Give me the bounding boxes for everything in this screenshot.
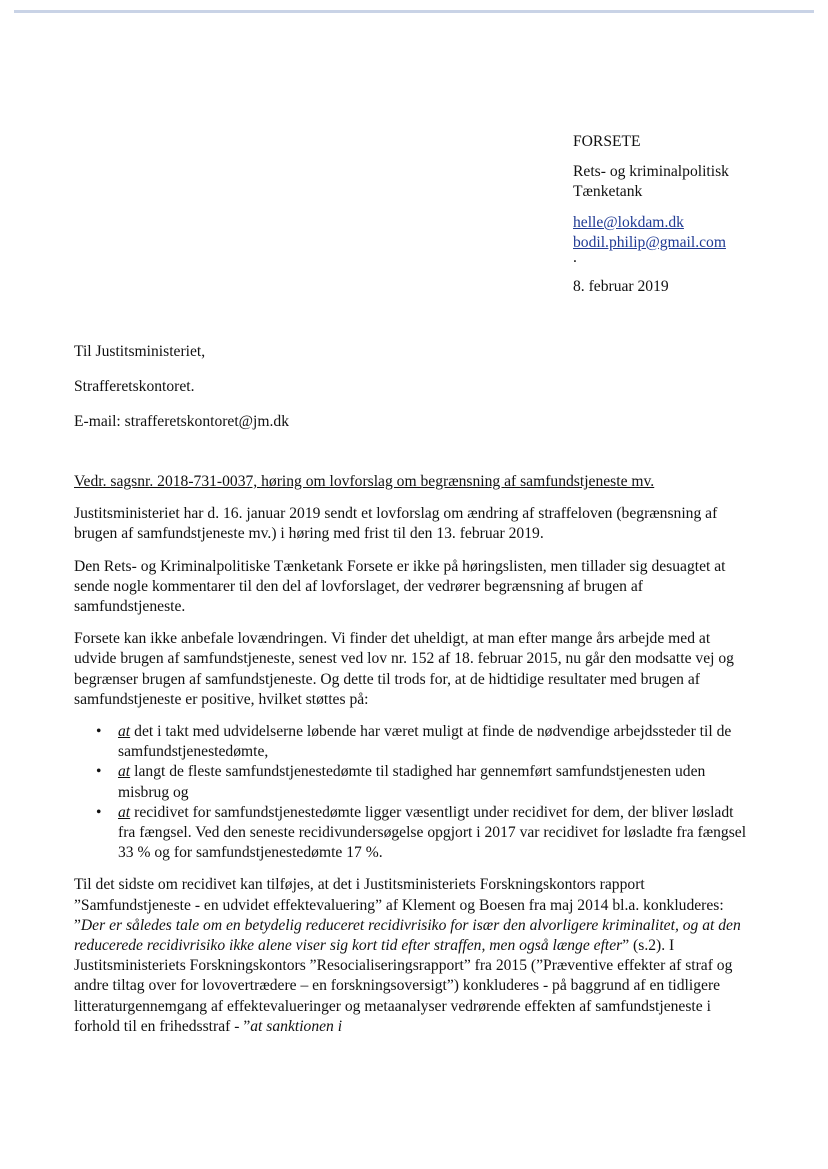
email-link-bodil[interactable]: bodil.philip@gmail.com [573,234,726,251]
sender-desc-line2: Tænketank [573,183,643,200]
paragraph-3: Forsete kan ikke anbefale lovændringen. Vi finder det uheldigt, at man efter mange års arbejde med at udvide brugen af samfundstjeneste, senest ved lov nr. 152 af 18. februar 2015, nu går den modsatte vej og begrænser brugen af samfundstjeneste. Og dette til trods for, at de hidtidige resultater med brugen af samfundstjeneste er positive, hvilket støttes på: [74,630,734,708]
email-link-helle[interactable]: helle@lokdam.dk [573,214,684,231]
bullet-at: at [118,763,131,781]
bullet-at: at [118,803,131,821]
recipient-line2: Strafferetskontoret. [74,378,195,395]
paragraph-4-quote-1: Der er således tale om en betydelig reduceret recidivrisiko for især den alvorligere kriminalitet, og at den reducerede recidivrisiko ikke alene viser sig kort tid efter straffen, men også længe efter [74,916,741,955]
letter-body [74,472,754,1049]
paragraph-4-part-a: Til det sidste om recidivet kan tilføjes, at det i Justitsministeriets Forskningskontors rapport ”Samfundstjeneste - en udvidet effektevaluering” af Klement og Boesen fra maj 2014 bl.a. konkluderes: ” [74,876,724,934]
paragraph-4-quote-2: at sanktionen i [250,1017,343,1035]
recipient-block [74,342,289,447]
sender-org: FORSETE [573,133,641,150]
bullet-icon: • [96,763,102,781]
sender-block [573,132,729,297]
bullet-text: recidivet for samfundstjenestedømte ligger væsentligt under recidivet for dem, der bliver løsladt fra fængsel. Ved den seneste recidivundersøgelse opgjort i 2017 var recidivet for løsladte fra fængsel 33 % og for samfundstjenestedømte 17 %. [118,803,747,862]
letter-date: 8. februar 2019 [573,278,669,295]
paragraph-1: Justitsministeriet har d. 16. januar 2019 sendt et lovforslag om ændring af straffeloven (begrænsning af brugen af samfundstjeneste mv.) i høring med frist til den 13. februar 2019. [74,505,718,543]
bullet-item [74,722,754,762]
paragraph-4 [74,875,754,1037]
bullet-item [74,762,754,802]
bullet-icon: • [96,803,102,821]
bullet-list [74,722,754,863]
bullet-text: det i takt med udvidelserne løbende har været muligt at finde de nødvendige arbejdssteder til de samfundstjenestedømte, [118,723,732,761]
paragraph-4-part-c: ” (s.2). I Justitsministeriets Forskningskontors ”Resocialiseringsrapport” fra 2015 (”Præventive effekter af straf og andre tiltag over for lovovertrædere – en forskningsoversigt”) konkluderes - på baggrund af en tidligere litteraturgennemgang af effektevalueringer og metaanalyser vedrørende effekten af samfundstjeneste i forhold til en frihedsstraf - ” [74,937,733,1035]
recipient-line1: Til Justitsministeriet, [74,343,206,360]
bullet-at: at [118,723,131,741]
bullet-item [74,803,754,864]
sender-desc-line1: Rets- og kriminalpolitisk [573,163,729,180]
paragraph-2: Den Rets- og Kriminalpolitiske Tænketank Forsete er ikke på høringslisten, men tillader sig desuagtet at sende nogle kommentarer til den del af lovforslaget, der vedrører begrænsning af brugen af samfundstjeneste. [74,557,726,616]
sender-dot: . [573,249,577,266]
recipient-email: E-mail: strafferetskontoret@jm.dk [74,413,290,430]
bullet-text: langt de fleste samfundstjenestedømte til stadighed har gennemført samfundstjenesten uden misbrug og [118,763,706,801]
subject-line: Vedr. sagsnr. 2018-731-0037, høring om lovforslag om begrænsning af samfundstjeneste mv. [74,473,655,490]
bullet-icon: • [96,723,102,741]
scan-top-rule [14,10,814,13]
